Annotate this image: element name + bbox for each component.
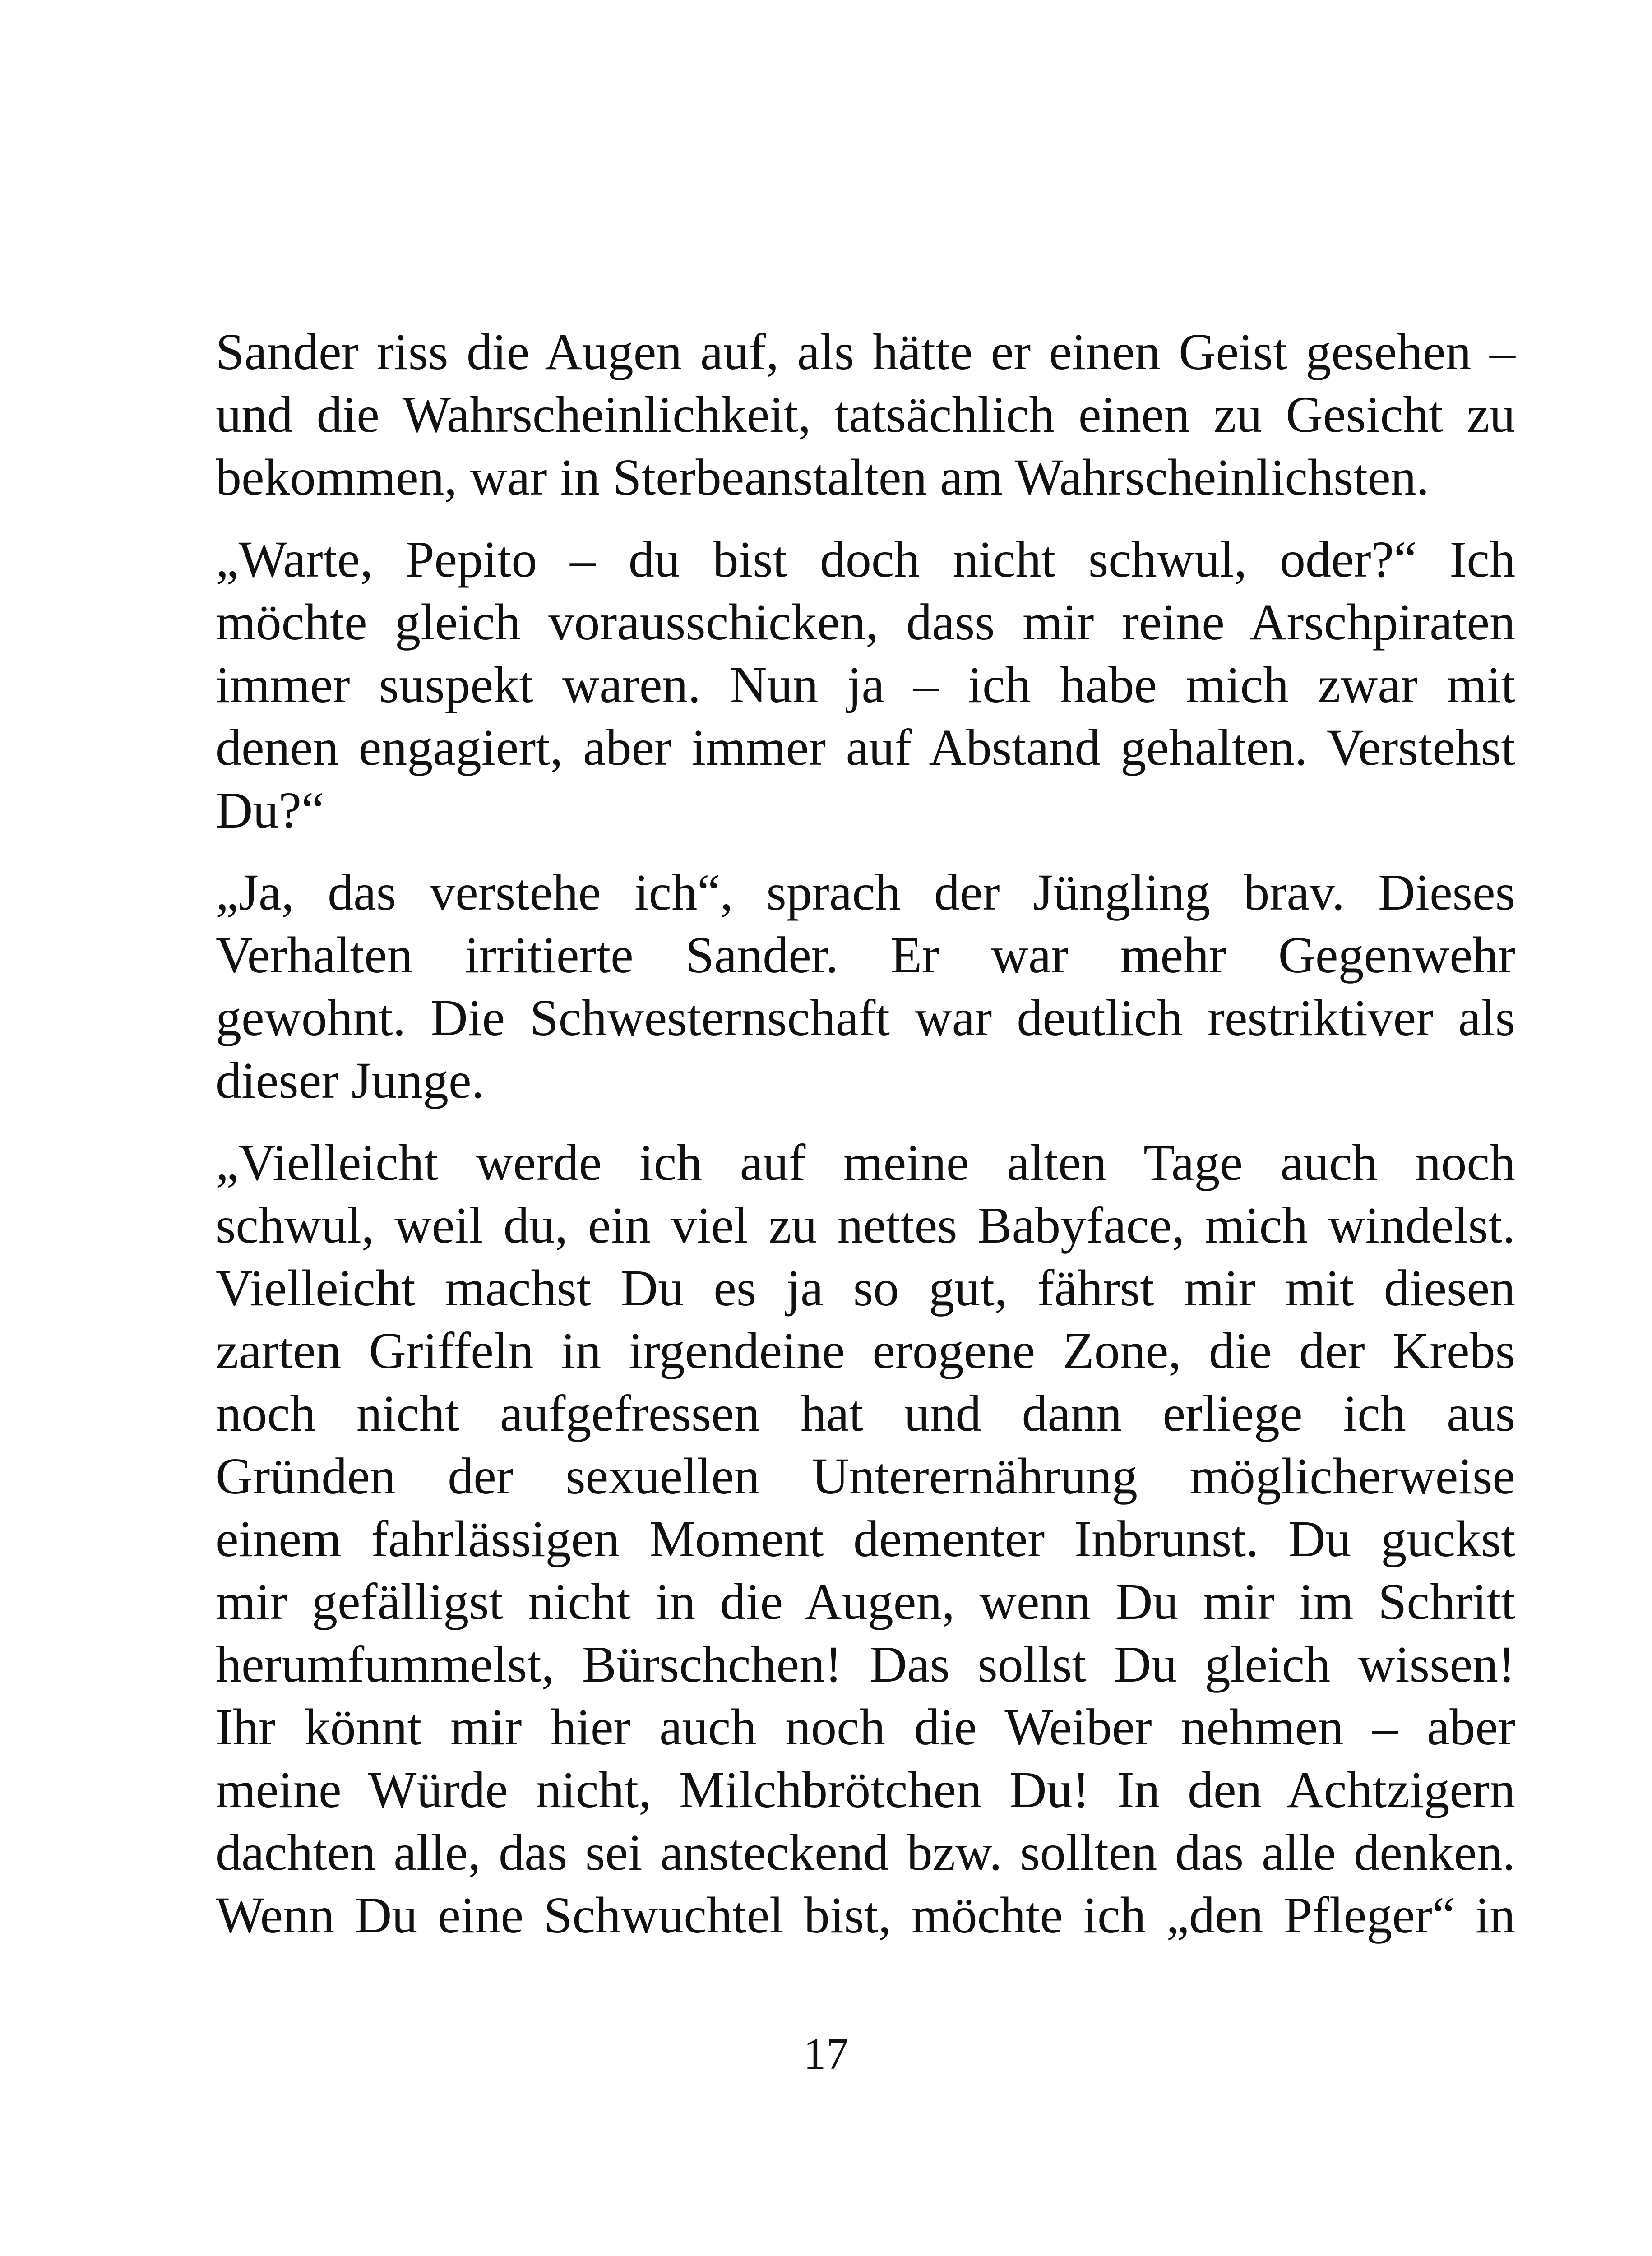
text-line: bekommen, war in Sterbeanstalten am Wahrscheinlichsten. (216, 448, 1430, 506)
text-line: herumfummelst, Bürschchen! Das sollst Du gleich wissen! (216, 1636, 1515, 1693)
text-line: Wenn Du eine Schwuchtel bist, möchte ich „den Pfleger“ in (216, 1886, 1515, 1944)
text-line: „Warte, Pepito – du bist doch nicht schwul, oder?“ Ich (216, 531, 1515, 588)
text-line: noch nicht aufgefressen hat und dann erliege ich aus (216, 1385, 1515, 1442)
text-line: Vielleicht machst Du es ja so gut, fährst mir mit diesen (216, 1259, 1515, 1317)
text-line: und die Wahrscheinlichkeit, tatsächlich einen zu Gesicht zu (216, 386, 1515, 443)
text-line: möchte gleich vorausschicken, dass mir reine Arschpiraten (216, 593, 1515, 651)
text-line: gewohnt. Die Schwesternschaft war deutlich restriktiver als (216, 989, 1515, 1046)
paragraph (216, 861, 1515, 1112)
text-line: Verhalten irritierte Sander. Er war mehr Gegenwehr (216, 926, 1515, 984)
paragraph (216, 320, 1515, 509)
text-line: zarten Griffeln in irgendeine erogene Zone, die der Krebs (216, 1322, 1515, 1379)
text-line: Ihr könnt mir hier auch noch die Weiber nehmen – aber (216, 1698, 1515, 1756)
page-body (216, 320, 1515, 1966)
text-line: Sander riss die Augen auf, als hätte er einen Geist gesehen – (216, 323, 1515, 380)
text-line: „Ja, das verstehe ich“, sprach der Jüngling brav. Dieses (216, 864, 1515, 921)
text-line: immer suspekt waren. Nun ja – ich habe mich zwar mit (216, 656, 1515, 713)
text-line: mir gefälligst nicht in die Augen, wenn Du mir im Schritt (216, 1573, 1515, 1630)
text-line: dieser Junge. (216, 1052, 485, 1109)
paragraph (216, 528, 1515, 841)
text-line: meine Würde nicht, Milchbrötchen Du! In den Achtzigern (216, 1761, 1515, 1818)
text-line: Du?“ (216, 781, 324, 839)
paragraph (216, 1131, 1515, 1946)
text-line: Gründen der sexuellen Unterernährung möglicherweise (216, 1447, 1515, 1505)
text-line: einem fahrlässigen Moment dementer Inbrunst. Du guckst (216, 1510, 1515, 1567)
text-line: schwul, weil du, ein viel zu nettes Babyface, mich windelst. (216, 1197, 1515, 1254)
text-line: dachten alle, das sei ansteckend bzw. sollten das alle denken. (216, 1824, 1515, 1881)
text-line: denen engagiert, aber immer auf Abstand gehalten. Verstehst (216, 719, 1515, 776)
text-line: „Vielleicht werde ich auf meine alten Tage auch noch (216, 1134, 1515, 1191)
page-number: 17 (803, 2029, 849, 2079)
